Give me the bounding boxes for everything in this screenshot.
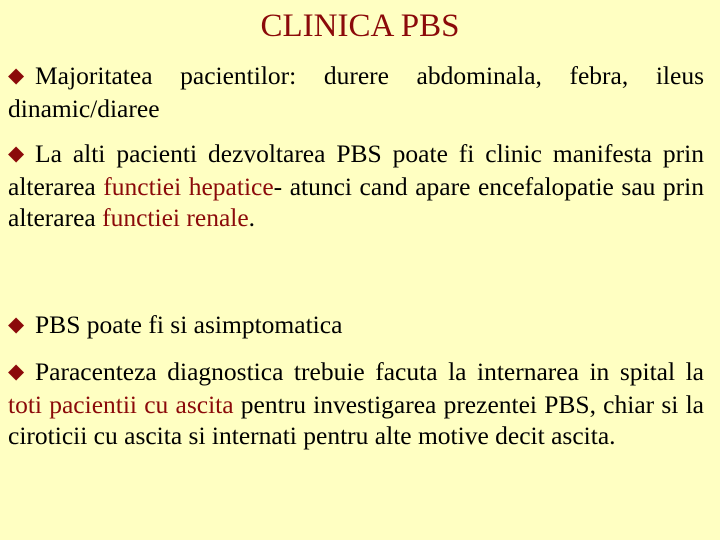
paragraph-text: PBS poate fi si asimptomatica (35, 310, 343, 339)
paragraph-text: pentru investigarea prezentei PBS, chiar si la ciroticii cu ascita si internati pentru alte motive decit ascita. (8, 390, 704, 450)
bullet-paragraph-2 (8, 138, 704, 233)
highlight-functiei-renale: functiei renale (102, 203, 249, 232)
highlight-functiei-hepatice: functiei hepatice (103, 172, 274, 201)
bullet-paragraph-1 (8, 60, 704, 124)
paragraph-text: La alti pacienti dezvoltarea PBS poate fi clinic manifesta prin alterarea (8, 139, 704, 201)
highlight-toti-pacientii: toti pacientii cu ascita (8, 390, 234, 419)
paragraph-text: . (248, 203, 256, 232)
diamond-bullet-icon: ◆ (8, 141, 25, 165)
slide-title: CLINICA PBS (260, 8, 460, 44)
diamond-bullet-icon: ◆ (8, 359, 25, 383)
paragraph-text: - atunci cand apare encefalopatie sau prin alterarea (8, 172, 705, 232)
diamond-bullet-icon: ◆ (8, 63, 25, 87)
bullet-paragraph-4 (8, 356, 704, 451)
paragraph-text: Majoritatea pacientilor: durere abdominala, febra, ileus dinamic/diaree (8, 61, 704, 123)
paragraph-text: Paracenteza diagnostica trebuie facuta la internarea in spital la (35, 357, 704, 386)
bullet-paragraph-3 (8, 309, 704, 342)
diamond-bullet-icon: ◆ (8, 312, 25, 336)
